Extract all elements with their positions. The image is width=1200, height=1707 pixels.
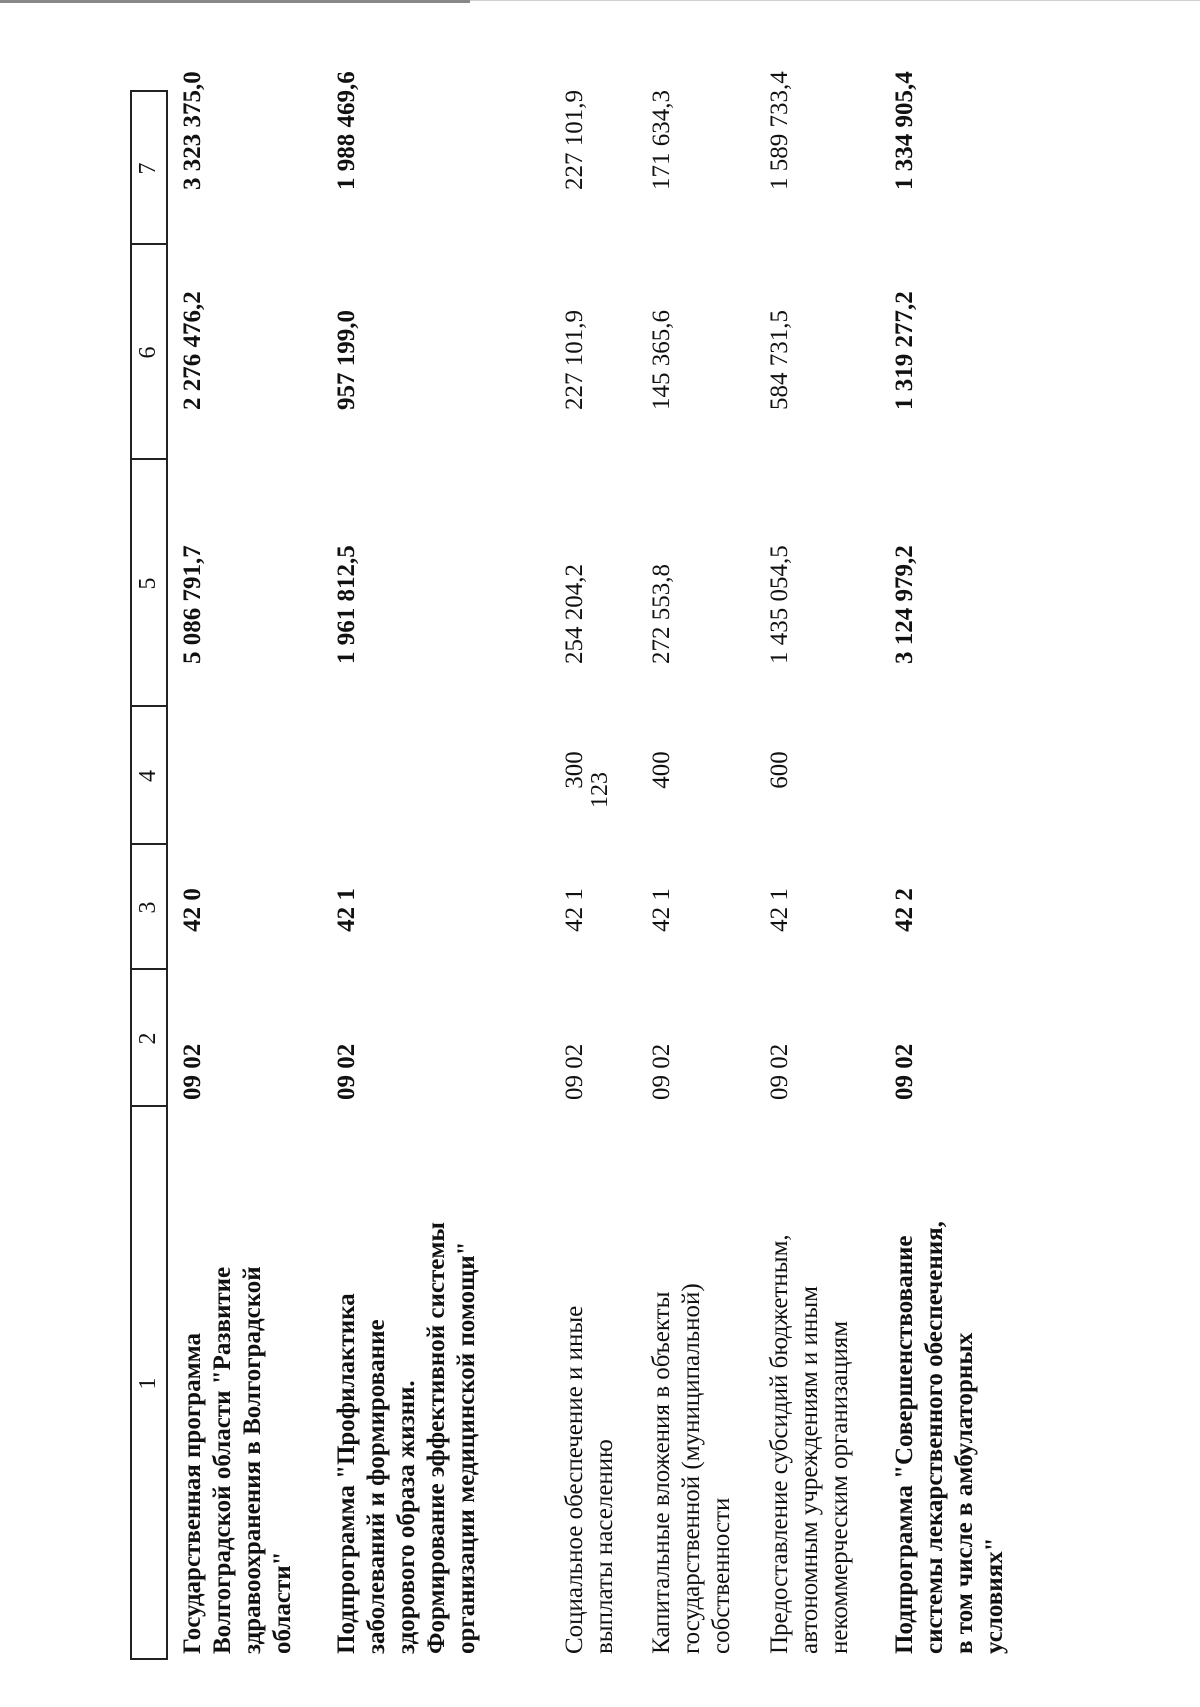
row-amount-col5: 3 124 979,2 bbox=[891, 545, 918, 664]
row-amount-col6: 584 731,5 bbox=[766, 310, 793, 410]
column-header-3: 3 bbox=[135, 901, 161, 914]
column-header-2: 2 bbox=[135, 1032, 161, 1045]
row-program-code: 42 1 bbox=[333, 888, 360, 932]
row-amount-col7: 1 589 733,4 bbox=[766, 71, 793, 190]
row-expense-type: 300 bbox=[561, 751, 588, 789]
row-amount-col6: 2 276 476,2 bbox=[179, 291, 206, 410]
row-amount-col7: 171 634,3 bbox=[648, 90, 675, 190]
row-amount-col6: 1 319 277,2 bbox=[891, 291, 918, 410]
row-amount-col6: 145 365,6 bbox=[648, 310, 675, 410]
column-header-5: 5 bbox=[135, 577, 161, 590]
budget-table bbox=[130, 71, 1010, 1660]
row-program-code: 42 1 bbox=[648, 888, 675, 932]
row-amount-col7: 227 101,9 bbox=[561, 90, 588, 190]
column-header-7: 7 bbox=[135, 162, 161, 175]
page-number: 123 bbox=[587, 772, 613, 808]
row-program-code: 42 1 bbox=[561, 888, 588, 932]
row-section-code: 09 02 bbox=[333, 1043, 360, 1100]
row-program-code: 42 2 bbox=[891, 888, 918, 932]
row-amount-col7: 1 988 469,6 bbox=[333, 71, 360, 190]
row-name: Капитальные вложения в объекты государственной (муниципальной) собственности bbox=[648, 1283, 735, 1654]
row-name: Государственная программа Волгоградской области "Развитие здравоохранения в Волгоградской области" bbox=[179, 1266, 296, 1654]
row-amount-col5: 5 086 791,7 bbox=[179, 545, 206, 664]
row-section-code: 09 02 bbox=[766, 1043, 793, 1100]
row-amount-col6: 227 101,9 bbox=[561, 310, 588, 410]
table-header bbox=[130, 90, 166, 1660]
row-section-code: 09 02 bbox=[561, 1043, 588, 1100]
row-name: Предоставление субсидий бюджетным, автономным учреждениям и иным некоммерческим организациям bbox=[766, 1234, 853, 1654]
row-section-code: 09 02 bbox=[648, 1043, 675, 1100]
row-amount-col7: 1 334 905,4 bbox=[891, 71, 918, 190]
column-header-1: 1 bbox=[135, 1377, 161, 1390]
row-amount-col5: 1 961 812,5 bbox=[333, 545, 360, 664]
row-section-code: 09 02 bbox=[891, 1043, 918, 1100]
row-expense-type: 600 bbox=[766, 751, 793, 789]
row-amount-col5: 1 435 054,5 bbox=[766, 545, 793, 664]
row-name: Подпрограмма "Профилактика заболеваний и формирование здорового образа жизни. Формирование эффективной системы организации медицинской помощи" bbox=[333, 1222, 480, 1654]
row-program-code: 42 1 bbox=[766, 888, 793, 932]
row-expense-type: 400 bbox=[648, 751, 675, 789]
column-header-6: 6 bbox=[135, 346, 161, 359]
column-header-4: 4 bbox=[135, 770, 161, 782]
row-name: Подпрограмма "Совершенствование системы лекарственного обеспечения, в том числе в амбулаторных условиях" bbox=[891, 1221, 1008, 1654]
row-amount-col5: 254 204,2 bbox=[561, 564, 588, 664]
scan-top-edge bbox=[0, 0, 470, 3]
row-amount-col7: 3 323 375,0 bbox=[179, 71, 206, 190]
row-name: Социальное обеспечение и иные выплаты населению bbox=[561, 1305, 618, 1654]
row-amount-col5: 272 553,8 bbox=[648, 564, 675, 664]
row-amount-col6: 957 199,0 bbox=[333, 310, 360, 410]
row-program-code: 42 0 bbox=[179, 888, 206, 932]
header-bottom-border bbox=[166, 90, 168, 1660]
row-section-code: 09 02 bbox=[179, 1043, 206, 1100]
